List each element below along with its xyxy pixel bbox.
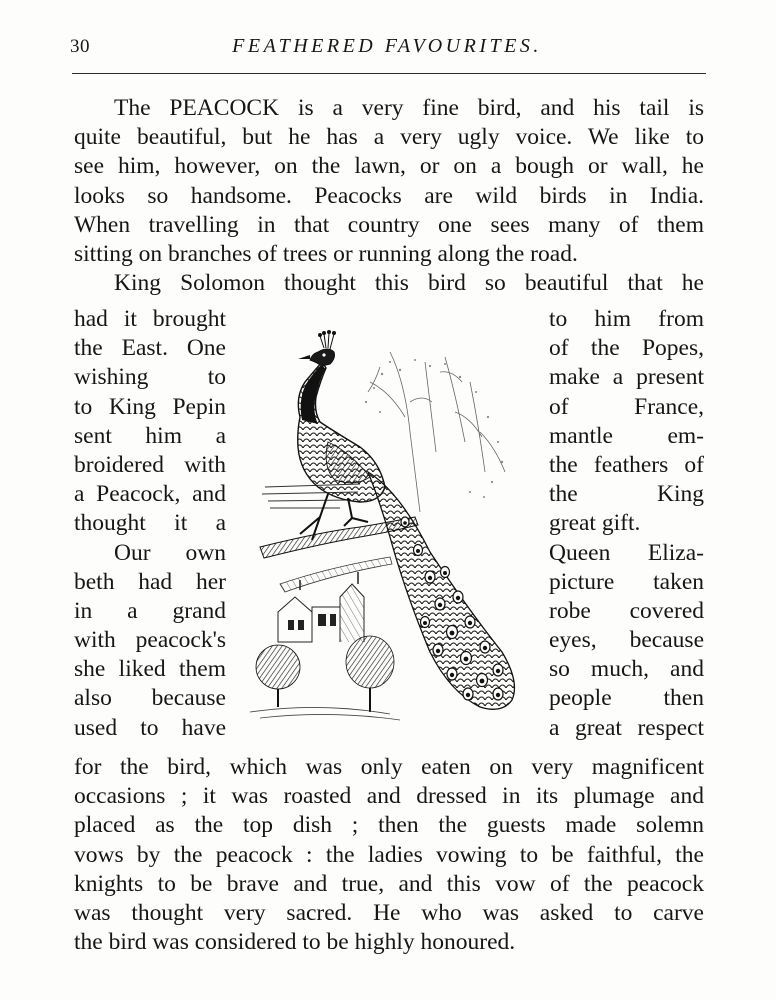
text-line: used to have xyxy=(74,714,226,741)
text-line: knights to be brave and true, and this vow of the peacock xyxy=(74,870,704,897)
text-line: quite beautiful, but he has a very ugly voice. We like to xyxy=(74,124,704,151)
text-line: the feathers of xyxy=(549,451,704,478)
text-line: King Solomon thought this bird so beautiful that he xyxy=(114,270,704,297)
text-line: sent him a xyxy=(74,422,226,449)
text-line: the King xyxy=(549,481,704,508)
text-line: of the Popes, xyxy=(549,335,704,362)
text-line: wishing to xyxy=(74,364,226,391)
lower-branch xyxy=(280,557,392,592)
text-line: the East. One xyxy=(74,335,226,362)
text-line: see him, however, on the lawn, or on a bough or wall, he xyxy=(74,153,704,180)
peacock-illustration xyxy=(240,322,540,727)
text-line: great gift. xyxy=(549,510,641,537)
text-line: of France, xyxy=(549,393,704,420)
text-line: robe covered xyxy=(549,597,704,624)
page-header xyxy=(70,30,704,60)
text-line: broidered with xyxy=(74,451,226,478)
background-tree xyxy=(368,352,505,512)
text-line: with peacock's xyxy=(74,627,226,654)
text-line: vows by the peacock : the ladies vowing to be faithful, the xyxy=(74,841,704,868)
peacock-eye xyxy=(322,353,325,356)
running-title: FEATHERED FAVOURITES. xyxy=(232,35,542,57)
page-number: 30 xyxy=(70,36,90,57)
text-line: also because xyxy=(74,685,226,712)
text-line: so much, and xyxy=(549,656,704,683)
paragraph-opening xyxy=(74,94,704,298)
text-line: was thought very sacred. He who was asked to carve xyxy=(74,899,704,926)
text-line: a great respect xyxy=(549,714,704,741)
peacock-crest xyxy=(320,333,334,349)
text-line: The PEACOCK is a very fine bird, and his tail is xyxy=(114,95,704,121)
text-line: to him from xyxy=(549,306,704,332)
text-line: beth had her xyxy=(74,568,226,595)
text-line: looks so handsome. Peacocks are wild birds in India. xyxy=(74,182,704,209)
peacock-engraving-image xyxy=(240,322,540,727)
text-line: a Peacock, and xyxy=(74,481,226,508)
text-line: people then xyxy=(549,685,704,712)
text-line: thought it a xyxy=(74,510,226,537)
text-line: picture taken xyxy=(549,568,704,595)
text-line: had it brought xyxy=(74,306,226,332)
text-line: mantle em- xyxy=(549,422,704,449)
text-line: Our own xyxy=(114,539,226,566)
text-line: for the bird, which was only eaten on very magnificent xyxy=(74,754,704,780)
text-line: placed as the top dish ; then the guests made solemn xyxy=(74,812,704,839)
text-line: to King Pepin xyxy=(74,393,226,420)
text-line: sitting on branches of trees or running along the road. xyxy=(74,240,578,267)
text-line: in a grand xyxy=(74,597,226,624)
text-line: make a present xyxy=(549,364,704,391)
text-line: When travelling in that country one sees many of them xyxy=(74,211,704,238)
wrap-column-right xyxy=(549,305,704,743)
header-rule xyxy=(72,73,706,74)
text-line: occasions ; it was roasted and dressed in its plumage and xyxy=(74,783,704,810)
text-line: the bird was considered to be highly honoured. xyxy=(74,929,516,956)
text-line: eyes, because xyxy=(549,627,704,654)
text-line: she liked them xyxy=(74,656,226,683)
peacock-head xyxy=(310,349,335,366)
peacock-beak xyxy=(298,355,310,359)
text-line: Queen Eliza- xyxy=(549,539,704,566)
wrap-column-left xyxy=(74,305,226,743)
paragraph-closing xyxy=(74,753,704,957)
foreground-trees xyxy=(250,636,400,720)
background-foliage xyxy=(365,359,503,498)
